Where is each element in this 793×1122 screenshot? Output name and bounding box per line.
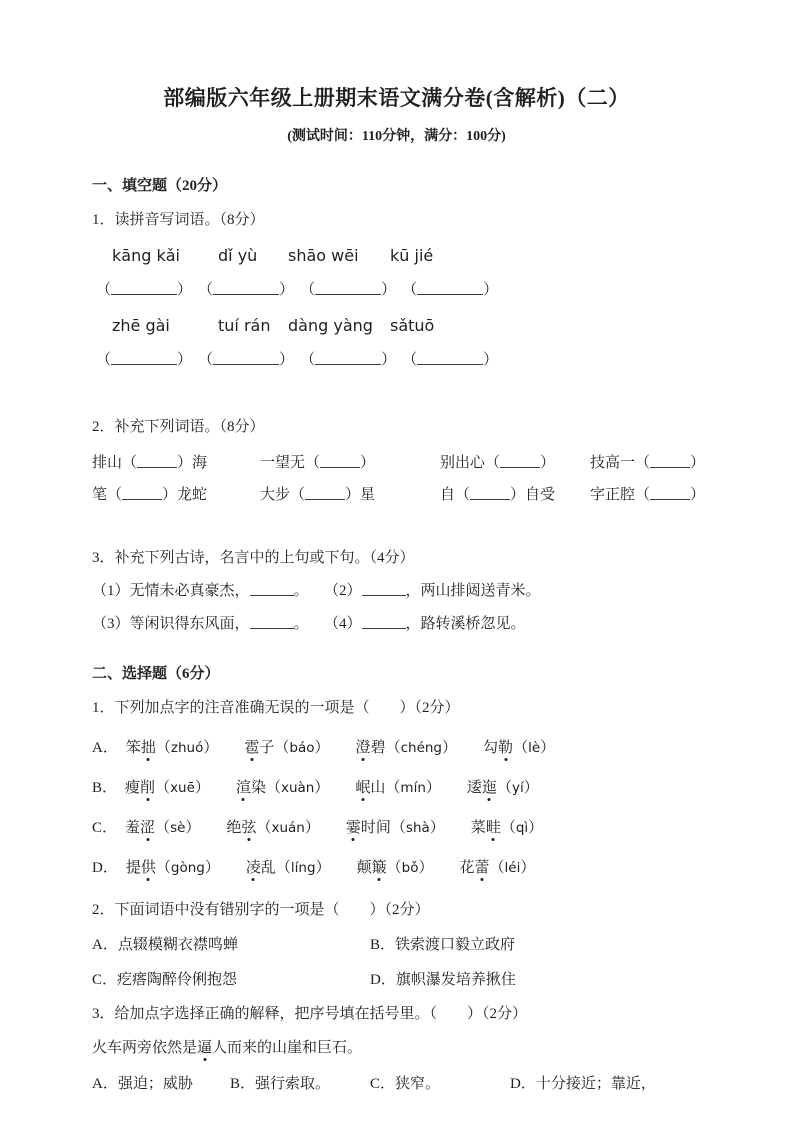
answer-blank-group: （ ） xyxy=(96,282,193,298)
option-item: C．疙瘩陶醉伶俐抱怨 xyxy=(92,972,238,988)
s1-q2-label: 2．补充下列词语。（8分） xyxy=(92,419,265,435)
dotted-char: 岷 xyxy=(355,776,370,797)
answer-blank-group: （ ） xyxy=(402,282,499,298)
option-key: C． xyxy=(92,820,118,836)
poem-completion-area xyxy=(92,579,723,633)
option-row xyxy=(92,816,723,837)
phrase-item: 排山（ ）海 xyxy=(92,455,208,471)
answer-blank xyxy=(362,582,406,596)
answer-blank xyxy=(213,281,279,295)
answer-blank xyxy=(315,351,381,365)
option-key: D． xyxy=(92,860,118,876)
pinyin-word: kū jié xyxy=(390,246,434,265)
answer-blank xyxy=(111,281,177,295)
phrase-completion-area xyxy=(92,451,723,504)
dotted-char: 涩 xyxy=(140,816,155,837)
dotted-char: 凌 xyxy=(246,856,261,877)
dotted-char: 蕾 xyxy=(475,856,490,877)
phrase-row xyxy=(92,483,723,504)
phrase-item: 技高一（ ） xyxy=(590,455,706,471)
dotted-char: 逼 xyxy=(197,1036,212,1057)
option-row xyxy=(92,933,723,954)
page-subtitle: (测试时间：110分钟，满分：100分) xyxy=(287,129,506,144)
phrase-row xyxy=(92,451,723,472)
phrase-item: 大步（ ）星 xyxy=(260,487,376,503)
option-word: 澄碧（chéng） xyxy=(356,736,457,757)
option-word: 菜畦（qì） xyxy=(471,816,543,837)
answer-blank-row xyxy=(92,278,723,299)
dotted-char: 霎 xyxy=(346,816,361,837)
option-item: A．强迫；威胁 xyxy=(92,1076,193,1092)
answer-blank xyxy=(213,351,279,365)
pinyin-row xyxy=(92,246,723,265)
option-word: 瘦削（xuē） xyxy=(125,776,210,797)
pinyin-word: shāo wēi xyxy=(288,246,359,265)
answer-blank xyxy=(417,351,483,365)
answer-blank-group: （ ） xyxy=(198,282,295,298)
pinyin-words-area xyxy=(92,246,723,369)
poem-item: （4） ，路转溪桥忽见。 xyxy=(324,616,526,632)
poem-row xyxy=(92,612,723,633)
typo-options-area xyxy=(92,933,723,989)
poem-item: （3）等闲识得东风面， 。 xyxy=(92,616,309,632)
pinyin-annotation: lè xyxy=(528,740,541,756)
answer-blank-group: （ ） xyxy=(300,352,397,368)
answer-blank xyxy=(470,486,510,500)
answer-blank-group: （ ） xyxy=(198,352,295,368)
answer-blank xyxy=(500,454,540,468)
pinyin-annotation: léi xyxy=(504,860,521,876)
answer-blank xyxy=(122,486,162,500)
answer-blank xyxy=(650,486,690,500)
pinyin-annotation: xuàn xyxy=(280,780,315,796)
option-word: 雹子（báo） xyxy=(244,736,329,757)
option-row xyxy=(92,736,723,757)
dotted-char: 簸 xyxy=(372,856,387,877)
pinyin-annotation: qì xyxy=(515,820,529,836)
pinyin-annotation: mín xyxy=(400,780,426,796)
option-item: C．狭窄。 xyxy=(370,1076,441,1092)
pinyin-row xyxy=(92,316,723,335)
example-sentence: 火车两旁依然是逼人而来的山崖和巨石。 xyxy=(92,1036,723,1057)
pinyin-word: dǐ yù xyxy=(218,246,258,265)
option-word: 颠簸（bǒ） xyxy=(357,856,434,877)
option-key: A． xyxy=(92,740,118,756)
pinyin-annotation: chéng xyxy=(400,740,443,756)
s2-q2-label: 2．下面词语中没有错别字的一项是（ ）（2分） xyxy=(92,902,430,918)
answer-blank-group: （ ） xyxy=(300,282,397,298)
dotted-char: 勒 xyxy=(498,736,513,757)
poem-row xyxy=(92,579,723,600)
s2-q1-label: 1．下列加点字的注音准确无误的一项是（ ）（2分） xyxy=(92,700,460,716)
answer-blank xyxy=(305,486,345,500)
dotted-char: 畦 xyxy=(486,816,501,837)
option-word: 提供（gòng） xyxy=(126,856,220,877)
option-word: 渲染（xuàn） xyxy=(236,776,329,797)
answer-blank xyxy=(320,454,360,468)
answer-blank-group: （ ） xyxy=(402,352,499,368)
pinyin-annotation: bǒ xyxy=(401,860,419,876)
poem-item: （2） ，两山排闼送青米。 xyxy=(324,583,541,599)
pinyin-word: dàng yàng xyxy=(288,316,373,335)
pinyin-word: kāng kǎi xyxy=(112,246,180,265)
answer-blank xyxy=(417,281,483,295)
s2-q3-label: 3．给加点字选择正确的解释，把序号填在括号里。（ ）（2分） xyxy=(92,1006,528,1022)
answer-blank xyxy=(111,351,177,365)
phrase-item: 别出心（ ） xyxy=(440,455,556,471)
page-title: 部编版六年级上册期末语文满分卷(含解析)（二） xyxy=(163,86,630,110)
pinyin-annotation: shà xyxy=(405,820,430,836)
phrase-item: 自（ ）自受 xyxy=(440,487,556,503)
pinyin-annotation: gòng xyxy=(170,860,205,876)
s1-q1-label: 1．读拼音写词语。（8分） xyxy=(92,212,265,228)
phrase-item: 字正腔（ ） xyxy=(590,487,706,503)
section2-heading: 二、选择题（6分） xyxy=(92,666,220,682)
answer-blank xyxy=(650,454,690,468)
phrase-item: 笔（ ）龙蛇 xyxy=(92,487,208,503)
pinyin-annotation: báo xyxy=(289,740,315,756)
option-word: 逶迤（yí） xyxy=(467,776,539,797)
phrase-item: 一望无（ ） xyxy=(260,455,376,471)
dotted-char: 澄 xyxy=(356,736,371,757)
option-item: D．旗帜瀑发培养揪住 xyxy=(370,972,516,988)
option-word: 勾勒（lè） xyxy=(483,736,555,757)
poem-item: （1）无情未必真豪杰， 。 xyxy=(92,583,309,599)
pinyin-annotation: zhuó xyxy=(170,740,204,756)
pinyin-annotation: xuán xyxy=(271,820,305,836)
option-item: B．铁索渡口毅立政府 xyxy=(370,937,516,953)
option-word: 凌乱（líng） xyxy=(246,856,331,877)
option-row xyxy=(92,776,723,797)
option-item: B．强行索取。 xyxy=(230,1076,331,1092)
option-word: 羞涩（sè） xyxy=(125,816,200,837)
dotted-char: 渲 xyxy=(236,776,251,797)
option-item: A．点辍模糊衣襟鸣蝉 xyxy=(92,937,238,953)
pinyin-annotation: xuē xyxy=(170,780,195,796)
answer-blank-group: （ ） xyxy=(96,352,193,368)
pronunciation-options-area xyxy=(92,736,723,877)
dotted-char: 削 xyxy=(140,776,155,797)
pinyin-annotation: sè xyxy=(170,820,186,836)
option-word: 笨拙（zhuó） xyxy=(126,736,219,757)
pinyin-word: sǎtuō xyxy=(390,316,435,335)
option-item: D．十分接近；靠近， xyxy=(510,1076,656,1092)
dotted-char: 雹 xyxy=(244,736,259,757)
option-key: B． xyxy=(92,780,118,796)
option-row xyxy=(92,856,723,877)
answer-blank-row xyxy=(92,348,723,369)
answer-blank xyxy=(315,281,381,295)
dotted-char: 供 xyxy=(141,856,156,877)
pinyin-word: tuí rán xyxy=(218,316,271,335)
dotted-char: 迤 xyxy=(482,776,497,797)
dotted-char: 弦 xyxy=(241,816,256,837)
dotted-char: 拙 xyxy=(141,736,156,757)
answer-blank xyxy=(250,615,294,629)
s1-q3-label: 3．补充下列古诗，名言中的上句或下句。（4分） xyxy=(92,550,415,566)
pinyin-word: zhē gài xyxy=(112,316,170,335)
answer-blank xyxy=(137,454,177,468)
answer-blank xyxy=(362,615,406,629)
option-word: 岷山（mín） xyxy=(355,776,441,797)
section1-heading: 一、填空题（20分） xyxy=(92,178,228,194)
pinyin-annotation: yí xyxy=(511,780,524,796)
option-row xyxy=(92,968,723,989)
answer-blank xyxy=(250,582,294,596)
option-word: 绝弦（xuán） xyxy=(226,816,319,837)
definition-options-area xyxy=(92,1072,723,1093)
pinyin-annotation: líng xyxy=(290,860,316,876)
option-word: 霎时间（shà） xyxy=(346,816,445,837)
option-word: 花蕾（léi） xyxy=(459,856,535,877)
